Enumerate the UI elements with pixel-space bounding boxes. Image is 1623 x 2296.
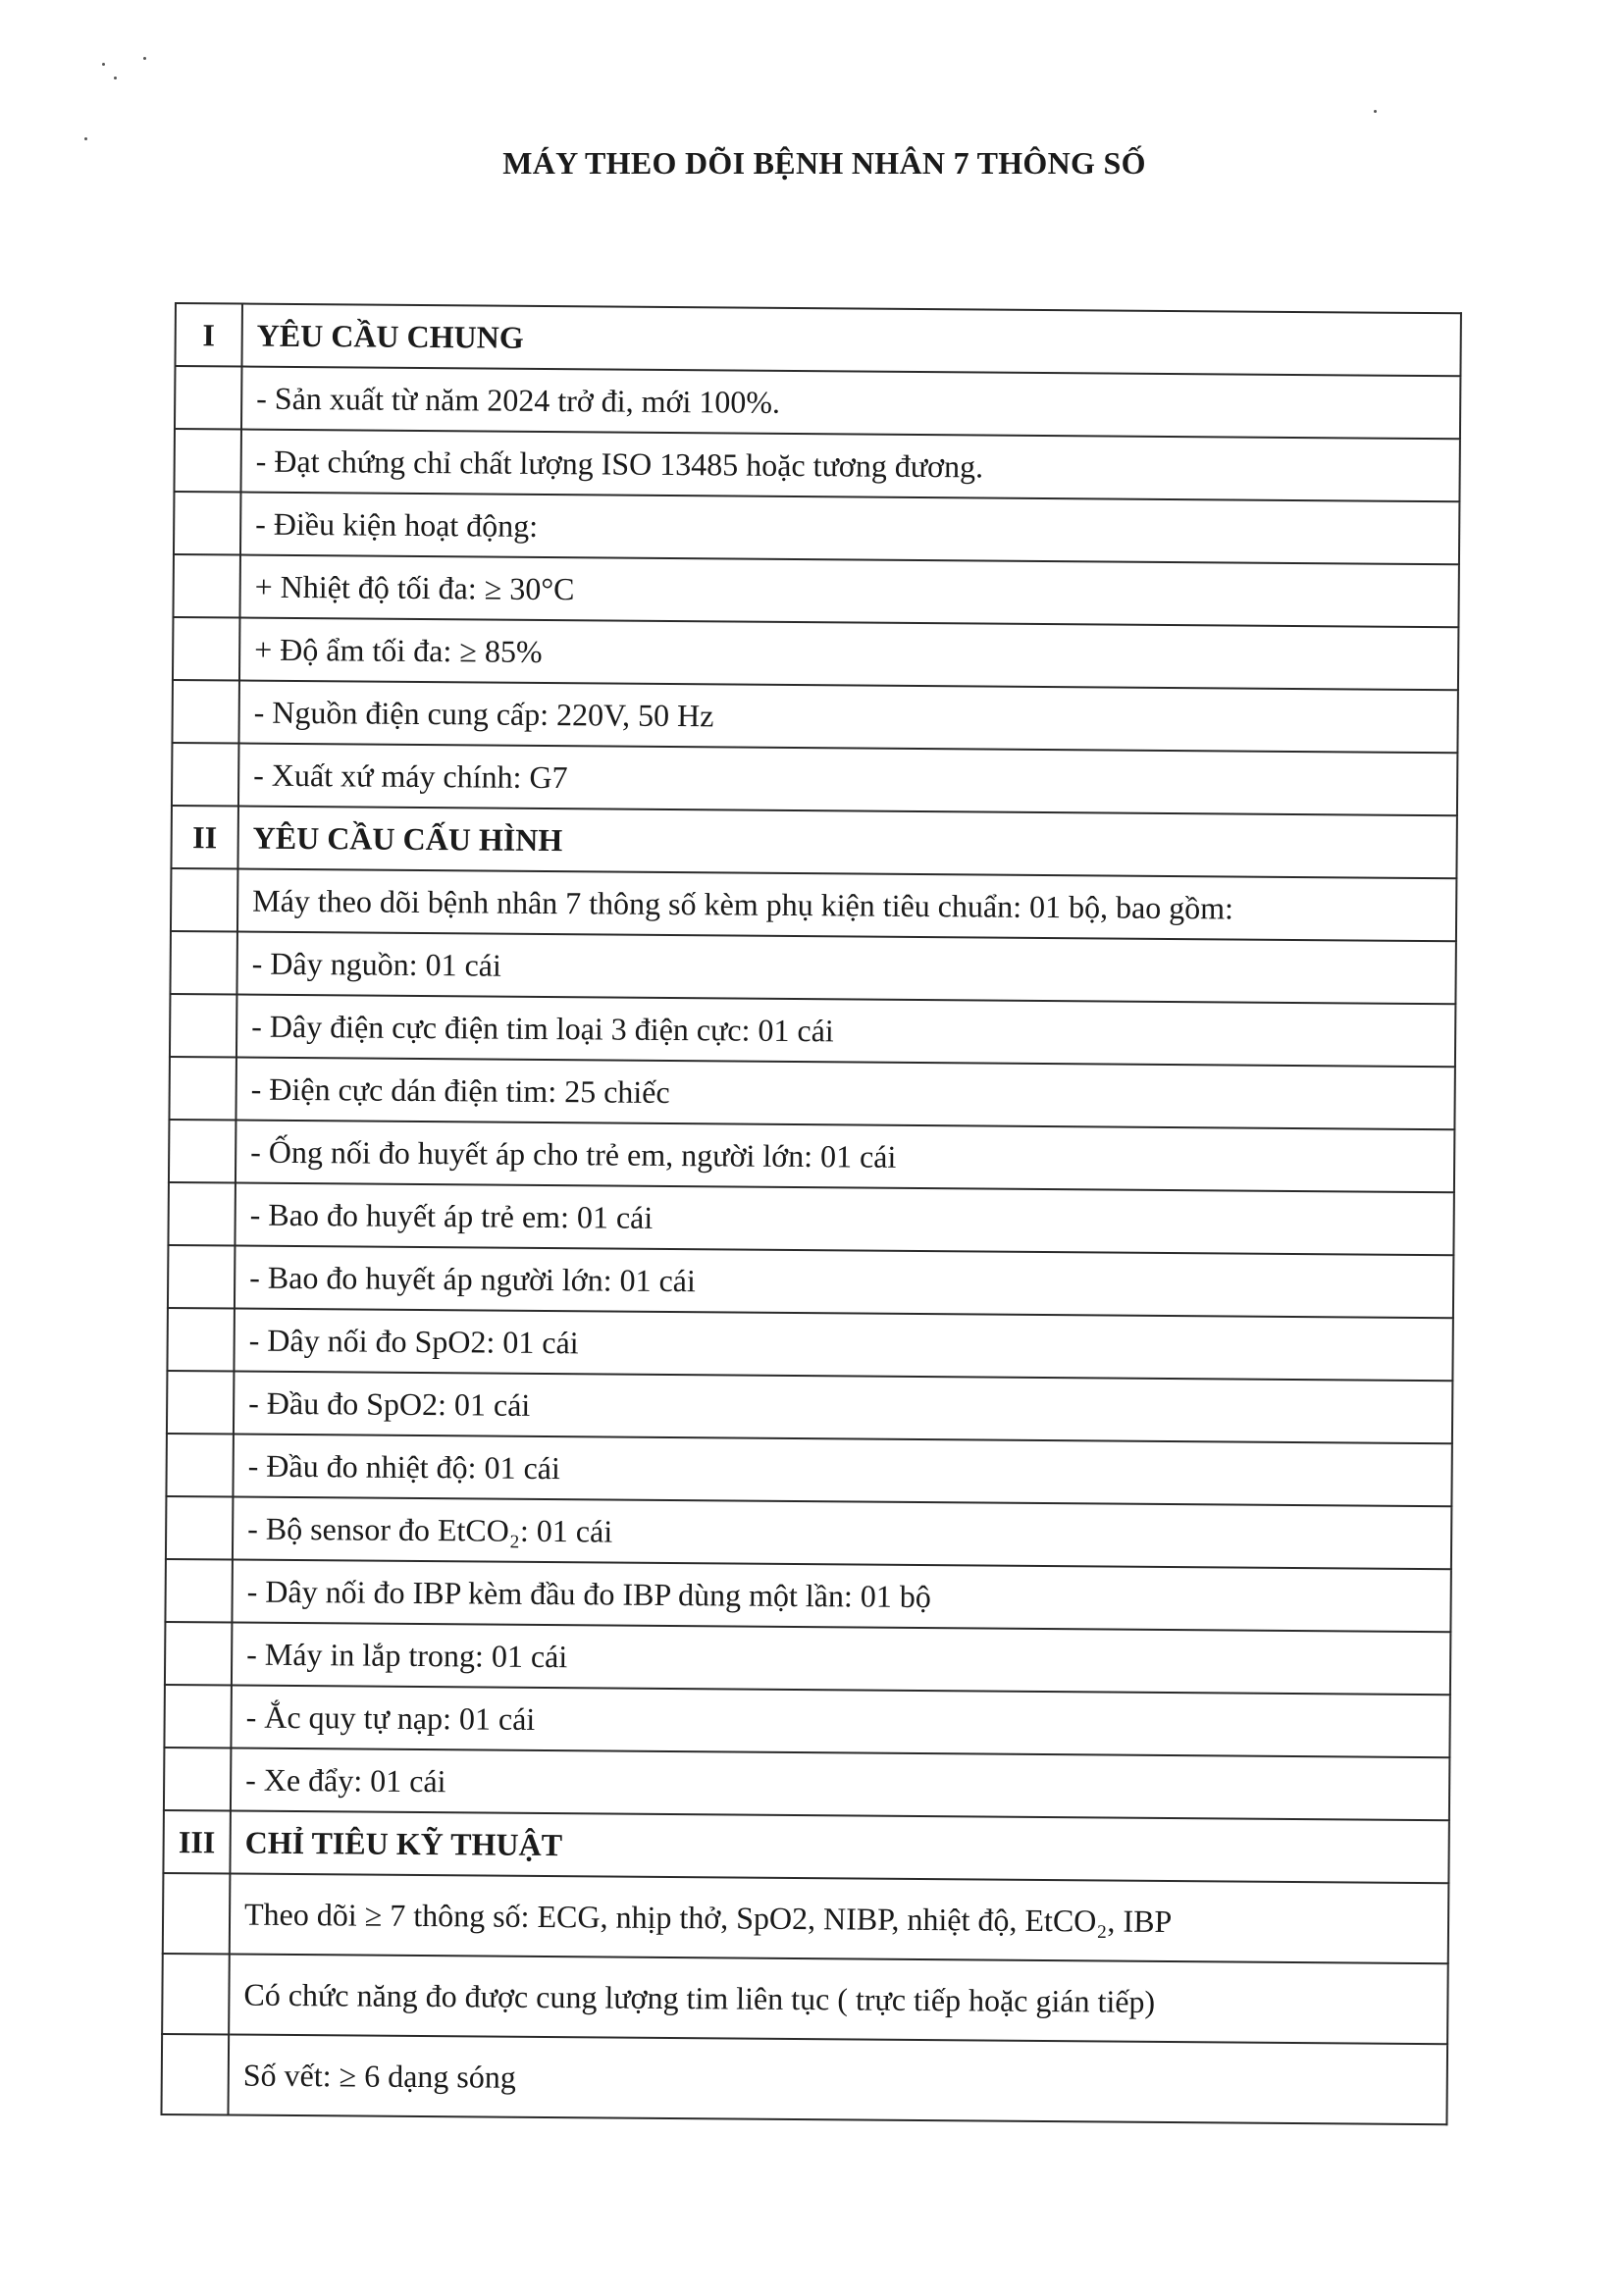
scan-speck [84, 137, 87, 140]
requirement-text: - Ống nối đo huyết áp cho trẻ em, người lớn: 01 cái [236, 1121, 1454, 1193]
requirement-text: - Đạt chứng chỉ chất lượng ISO 13485 hoặc tương đương. [240, 430, 1459, 502]
empty-cell [164, 1685, 232, 1748]
empty-cell [173, 617, 240, 681]
section-number: III [163, 1810, 231, 1874]
table-row [163, 1873, 1449, 1963]
table-row [170, 994, 1455, 1067]
requirement-text: - Bao đo huyết áp trẻ em: 01 cái [235, 1183, 1453, 1256]
table-row [164, 1748, 1449, 1820]
empty-cell [172, 743, 239, 807]
empty-cell [175, 366, 242, 430]
requirement-text: - Máy in lắp trong: 01 cái [232, 1623, 1450, 1696]
section-header-row [163, 1810, 1448, 1883]
table-row [168, 1245, 1453, 1318]
empty-cell [161, 2034, 229, 2115]
empty-cell [172, 680, 239, 744]
requirement-text: - Bộ sensor đo EtCO₂: 01 cái [233, 1497, 1451, 1570]
requirement-text: Số vết: ≥ 6 dạng sóng [228, 2034, 1447, 2124]
scan-speck [102, 63, 105, 66]
requirement-text: Máy theo dõi bệnh nhân 7 thông số kèm phụ kiện tiêu chuẩn: 01 bộ, bao gồm: [237, 869, 1456, 942]
requirement-text: - Dây nối đo SpO2: 01 cái [234, 1309, 1452, 1382]
empty-cell [162, 1954, 230, 2035]
requirement-text: - Sản xuất từ năm 2024 trở đi, mới 100%. [241, 367, 1460, 440]
specification-table [160, 302, 1461, 2125]
section-heading: YÊU CẦU CẤU HÌNH [237, 807, 1456, 879]
scan-speck [143, 57, 146, 60]
scan-speck [114, 77, 117, 79]
empty-cell [165, 1622, 233, 1686]
table-row [170, 931, 1455, 1004]
empty-cell [163, 1873, 231, 1955]
scan-speck [1374, 110, 1377, 113]
table-row [167, 1308, 1452, 1381]
requirement-text: - Xe đẩy: 01 cái [231, 1748, 1449, 1820]
empty-cell [173, 554, 240, 618]
section-header-row [171, 806, 1456, 878]
table-row [164, 1685, 1449, 1757]
requirement-text: - Nguồn điện cung cấp: 220V, 50 Hz [238, 681, 1457, 754]
empty-cell [166, 1434, 234, 1497]
empty-cell [168, 1245, 236, 1309]
section-header-row [175, 303, 1460, 376]
table-row [161, 2034, 1447, 2124]
requirement-text: - Dây nguồn: 01 cái [236, 932, 1455, 1005]
table-row [165, 1622, 1450, 1695]
table-row [169, 1057, 1454, 1129]
table-row [166, 1434, 1451, 1506]
section-heading: YÊU CẦU CHUNG [241, 304, 1460, 377]
table-row [167, 1371, 1452, 1443]
empty-cell [167, 1371, 235, 1435]
table-row [175, 366, 1460, 439]
empty-cell [167, 1308, 235, 1372]
table-row [168, 1182, 1453, 1255]
table-row [172, 743, 1457, 815]
table-row [171, 868, 1456, 941]
requirement-text: Theo dõi ≥ 7 thông số: ECG, nhịp thở, SpO2, NIBP, nhiệt độ, EtCO₂, IBP [230, 1873, 1449, 1963]
empty-cell [169, 1057, 236, 1121]
requirement-text: - Đầu đo SpO2: 01 cái [234, 1372, 1452, 1444]
requirement-text: Có chức năng đo được cung lượng tim liên tục ( trực tiếp hoặc gián tiếp) [229, 1954, 1448, 2044]
requirement-text: - Xuất xứ máy chính: G7 [238, 744, 1457, 816]
empty-cell [170, 994, 237, 1058]
requirement-text: - Ắc quy tự nạp: 01 cái [231, 1685, 1449, 1757]
table-row [174, 492, 1459, 564]
requirement-text: - Dây nối đo IBP kèm đầu đo IBP dùng một lần: 01 bộ [232, 1560, 1450, 1633]
section-number: I [175, 303, 242, 367]
table-row [173, 554, 1458, 627]
empty-cell [166, 1496, 234, 1560]
requirement-text: - Bao đo huyết áp người lớn: 01 cái [235, 1246, 1453, 1319]
empty-cell [170, 931, 237, 995]
section-heading: CHỈ TIÊU KỸ THUẬT [230, 1810, 1448, 1883]
table-row [172, 680, 1457, 753]
table-row [165, 1559, 1450, 1632]
empty-cell [164, 1748, 232, 1811]
table-row [166, 1496, 1451, 1569]
section-number: II [171, 806, 238, 869]
requirement-text: - Điều kiện hoạt động: [240, 493, 1459, 565]
table-row [173, 617, 1458, 690]
empty-cell [174, 492, 241, 555]
table-row [174, 429, 1459, 501]
requirement-text: - Điện cực dán điện tim: 25 chiếc [236, 1058, 1454, 1130]
empty-cell [171, 868, 238, 932]
empty-cell [174, 429, 241, 493]
requirement-text: + Độ ẩm tối đa: ≥ 85% [239, 618, 1458, 691]
table-row [169, 1120, 1454, 1192]
empty-cell [168, 1182, 236, 1246]
document-title: MÁY THEO DÕI BỆNH NHÂN 7 THÔNG SỐ [502, 145, 1146, 181]
empty-cell [169, 1120, 236, 1183]
requirement-text: - Dây điện cực điện tim loại 3 điện cực: 01 cái [236, 995, 1455, 1068]
empty-cell [165, 1559, 233, 1623]
requirement-text: - Đầu đo nhiệt độ: 01 cái [233, 1435, 1451, 1507]
table-row [162, 1954, 1448, 2044]
requirement-text: + Nhiệt độ tối đa: ≥ 30°C [239, 555, 1458, 628]
